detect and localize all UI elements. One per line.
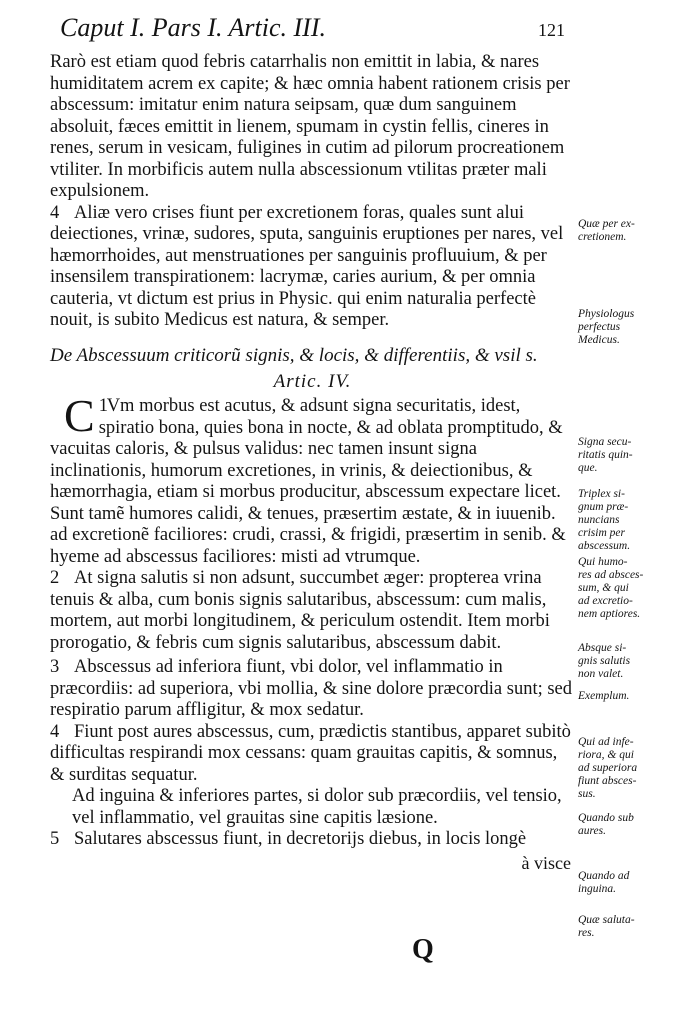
section-heading: De Abscessuum criticorũ signis, & locis, & differentiis, & vsil s. [50, 344, 538, 366]
marginal-line: inguina. [578, 883, 617, 895]
article-paragraph-4b: Ad inguina & inferiores partes, si dolor sub præcordiis, vel tensio, vel inflammatio, vel grauitas sine capitis læsione. [72, 786, 562, 828]
signature-mark: Q [412, 934, 434, 965]
paragraph-text: At signa salutis si non adsunt, succumbet æger: propterea vrina tenuis & alba, cum bonis signis salutaribus, abscessum: cum malis, mortem, aut morbi longitudinem, & periculum ostendit. Item morbi prorogatio, & febris cum signis salutaribus, abscessum dabit. [50, 568, 550, 653]
marginal-line: riora, & qui [578, 749, 634, 761]
paragraph-text: Vm morbus est acutus, & adsunt signa securitatis, idest, spiratio bona, quies bona in nocte, & ad oblata promptitudo, & vacuitas caloris, & pulsus validus: nec tamen insunt signa inclinationis, humorum excretiones, in vrinis, & deiectionibus, & hæmorrhagia, etiam si morbus producitur, abscessum expectare licet. Sunt tamẽ humores calidi, & tenues, præsertim æstate, & in iuuenib. ad excretionẽ faciliores: crudi, crassi, & frigidi, præsertim in senib. & hyeme ad abscessus faciliores: misti ad vtrumque. [50, 396, 566, 567]
marginal-line: abscessum. [578, 540, 631, 552]
article-paragraph-5 [50, 829, 575, 851]
marginal-line: res ad absces- [578, 569, 644, 581]
paragraph-text: Aliæ vero crises fiunt per excretionem foras, quales sunt alui deiectiones, vrinæ, sudores, sputa, sanguinis eruptiones per nares, vel hæmorrhoides, aut menstruationes per sanguinis profluuium, & per insensilem transpirationem: lacrymæ, caries aurium, & per omnia cauteria, vt dictum est prius in Physic. qui enim naturalia perfectè nouit, is subito Medicus est natura, & semper. [50, 202, 564, 330]
marginal-line: nem aptiores. [578, 608, 641, 620]
paragraph-intro: Rarò est etiam quod febris catarrhalis non emittit in labia, & nares humiditatem acrem ex capite; & hæc omnia habent rationem crisis per abscessum: imitatur enim natura seipsam, quæ dum sanguinem absoluit, fæces emittit in lienem, spumam in cystin fellis, cineres in renes, serum in vesicam, fuligines in cutim ad pilorum procreationem vtiliter. In morbificis autem nulla abscessionum vtilitas præter mali expulsionem. [50, 52, 570, 201]
paragraph-number: 4 [50, 202, 60, 223]
marginal-line: gnum præ- [578, 501, 629, 513]
paragraph-4 [50, 203, 575, 332]
marginal-line: Triplex si- [578, 488, 625, 500]
marginal-note [578, 914, 688, 940]
marginal-line: Quando ad [578, 870, 630, 882]
catchword: à visce [521, 852, 571, 873]
article-paragraph-3 [50, 657, 575, 722]
marginal-note [578, 642, 688, 681]
paragraph-number: 2 [50, 568, 60, 588]
paragraph-text: Salutares abscessus fiunt, in decretorijs diebus, in locis longè [74, 829, 527, 849]
marginal-note [578, 690, 688, 703]
marginal-note [578, 812, 688, 838]
marginal-line: Physiologus [578, 308, 635, 320]
paragraph-number: 4 [50, 721, 60, 742]
marginal-line: non valet. [578, 668, 624, 680]
marginal-line: fiunt absces- [578, 775, 637, 787]
article-paragraph-1 [50, 390, 575, 568]
main-text [50, 52, 575, 874]
article-paragraph-2 [50, 568, 575, 654]
drop-cap: C [64, 390, 95, 441]
marginal-line: que. [578, 462, 598, 474]
marginal-note [578, 870, 688, 896]
marginal-note [578, 488, 688, 553]
marginal-line: Quæ saluta- [578, 914, 635, 926]
marginal-line: sus. [578, 788, 596, 800]
marginal-line: cretionem. [578, 231, 627, 243]
marginal-line: Quando sub [578, 812, 634, 824]
marginal-line: Signa secu- [578, 436, 632, 448]
marginal-line: aures. [578, 825, 607, 837]
article-title: Artic. IV. [273, 370, 352, 392]
paragraph-number: 5 [50, 829, 60, 849]
marginal-line: Medicus. [578, 334, 620, 346]
marginal-line: gnis salutis [578, 655, 631, 667]
marginal-line: nuncians [578, 514, 620, 526]
marginal-note [578, 308, 688, 347]
marginal-line: Quæ per ex- [578, 218, 635, 230]
paragraph-text: Abscessus ad inferiora fiunt, vbi dolor, vel inflammatio in præcordiis: ad superiora, vbi mollia, & sine dolore præcordia sunt; sed respiratio parum affligitur, & mox sedatur. [50, 657, 573, 720]
marginal-line: sum, & qui [578, 582, 629, 594]
paragraph-number: 3 [50, 657, 60, 677]
page-number: 121 [538, 20, 565, 40]
paragraph-number: 1 [98, 396, 108, 416]
marginal-line: Exemplum. [578, 690, 630, 702]
marginal-line: crisim per [578, 527, 625, 539]
marginal-line: ad superiora [578, 762, 638, 774]
marginal-line: Qui ad infe- [578, 736, 634, 748]
marginal-line: ad excretio- [578, 595, 633, 607]
marginal-note [578, 736, 688, 801]
marginal-note [578, 556, 688, 621]
paragraph-text: Fiunt post aures abscessus, cum, prædictis stantibus, apparet subitò difficultas respirandi mox cessans: quam grauitas capitis, & somnus, & surditas sequatur. [50, 721, 571, 785]
running-head: Caput I. Pars I. Artic. III. [60, 13, 326, 42]
marginal-line: res. [578, 927, 595, 939]
marginal-line: perfectus [578, 321, 621, 333]
marginal-line: ritatis quin- [578, 449, 633, 461]
marginal-line: Qui humo- [578, 556, 628, 568]
marginal-note [578, 218, 688, 244]
marginal-note [578, 436, 688, 475]
article-paragraph-4 [50, 722, 575, 787]
marginal-line: Absque si- [578, 642, 627, 654]
